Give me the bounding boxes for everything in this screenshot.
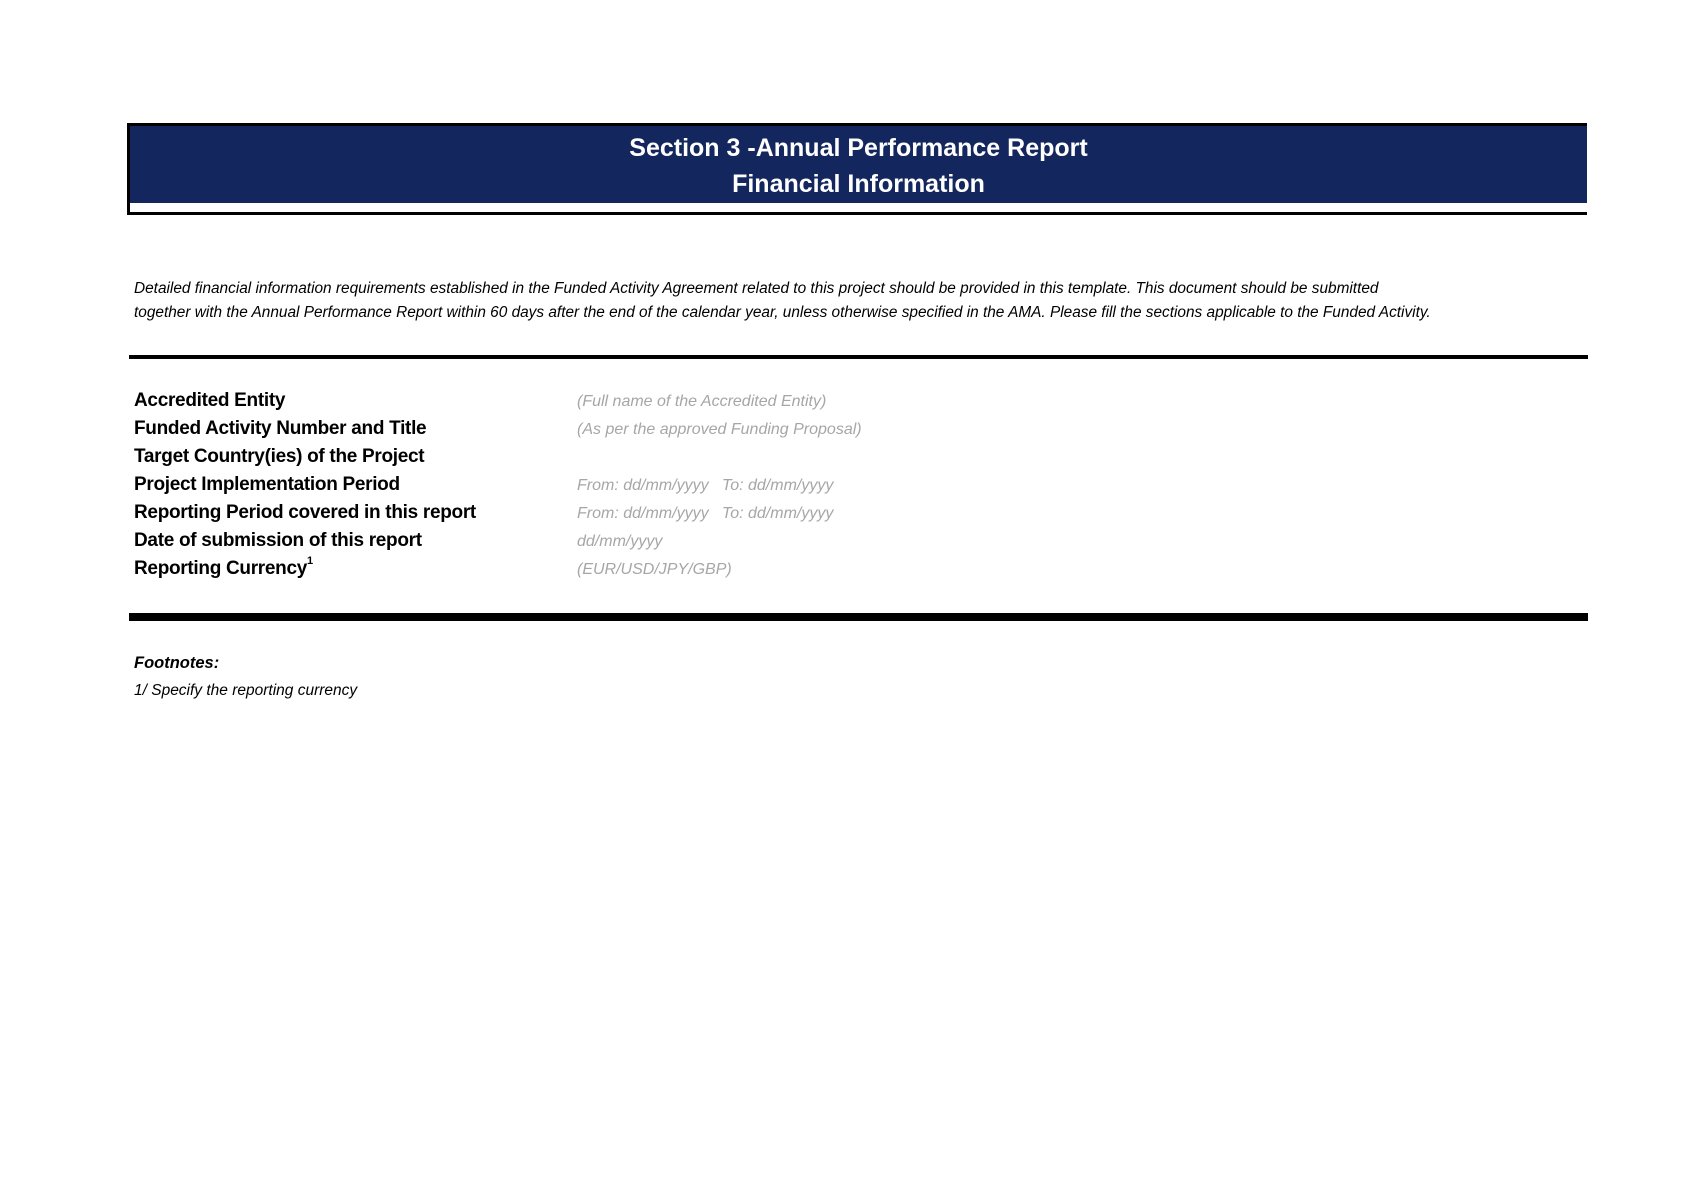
intro-line-1: Detailed financial information requirements established in the Funded Activity Agreement related to this project should be provided in this template. This document should be submitted	[134, 280, 1379, 297]
field-label: Target Country(ies) of the Project	[134, 446, 425, 467]
report-info-fields	[134, 387, 1534, 585]
field-label: Reporting Period covered in this report	[134, 502, 476, 523]
section-subtitle: Financial Information	[732, 170, 985, 198]
footnote-item: 1/ Specify the reporting currency	[134, 682, 358, 699]
divider-top	[129, 355, 1588, 359]
field-value-reporting-currency[interactable]: (EUR/USD/JPY/GBP)	[577, 561, 732, 578]
field-row-accredited-entity	[134, 387, 1534, 415]
section-title: Section 3 -Annual Performance Report	[629, 134, 1088, 162]
field-row-implementation-period	[134, 471, 1534, 499]
field-value-reporting-period[interactable]: From: dd/mm/yyyy To: dd/mm/yyyy	[577, 505, 834, 522]
field-value-funded-activity[interactable]: (As per the approved Funding Proposal)	[577, 421, 862, 438]
field-label-text: Reporting Currency	[134, 558, 308, 579]
field-value-accredited-entity[interactable]: (Full name of the Accredited Entity)	[577, 393, 827, 410]
field-row-target-countries	[134, 443, 1534, 471]
divider-bottom	[129, 613, 1588, 621]
field-row-reporting-currency	[134, 555, 1534, 585]
field-label	[134, 555, 313, 583]
intro-paragraph	[134, 277, 1584, 325]
section-header	[127, 123, 1587, 215]
field-row-funded-activity	[134, 415, 1534, 443]
section-header-banner	[130, 126, 1587, 203]
field-row-reporting-period	[134, 499, 1534, 527]
field-label: Accredited Entity	[134, 390, 286, 411]
footnotes	[134, 650, 357, 706]
intro-line-2: together with the Annual Performance Report within 60 days after the end of the calendar year, unless otherwise specified in the AMA. Please fill the sections applicable to the Funded Activity.	[134, 304, 1431, 321]
field-label: Funded Activity Number and Title	[134, 418, 427, 439]
field-value-submission-date[interactable]: dd/mm/yyyy	[577, 533, 663, 550]
field-label: Project Implementation Period	[134, 474, 400, 495]
field-value-implementation-period[interactable]: From: dd/mm/yyyy To: dd/mm/yyyy	[577, 477, 834, 494]
field-row-submission-date	[134, 527, 1534, 555]
footnotes-title: Footnotes:	[134, 654, 220, 672]
field-label: Date of submission of this report	[134, 530, 422, 551]
footnote-marker: 1	[307, 554, 313, 567]
